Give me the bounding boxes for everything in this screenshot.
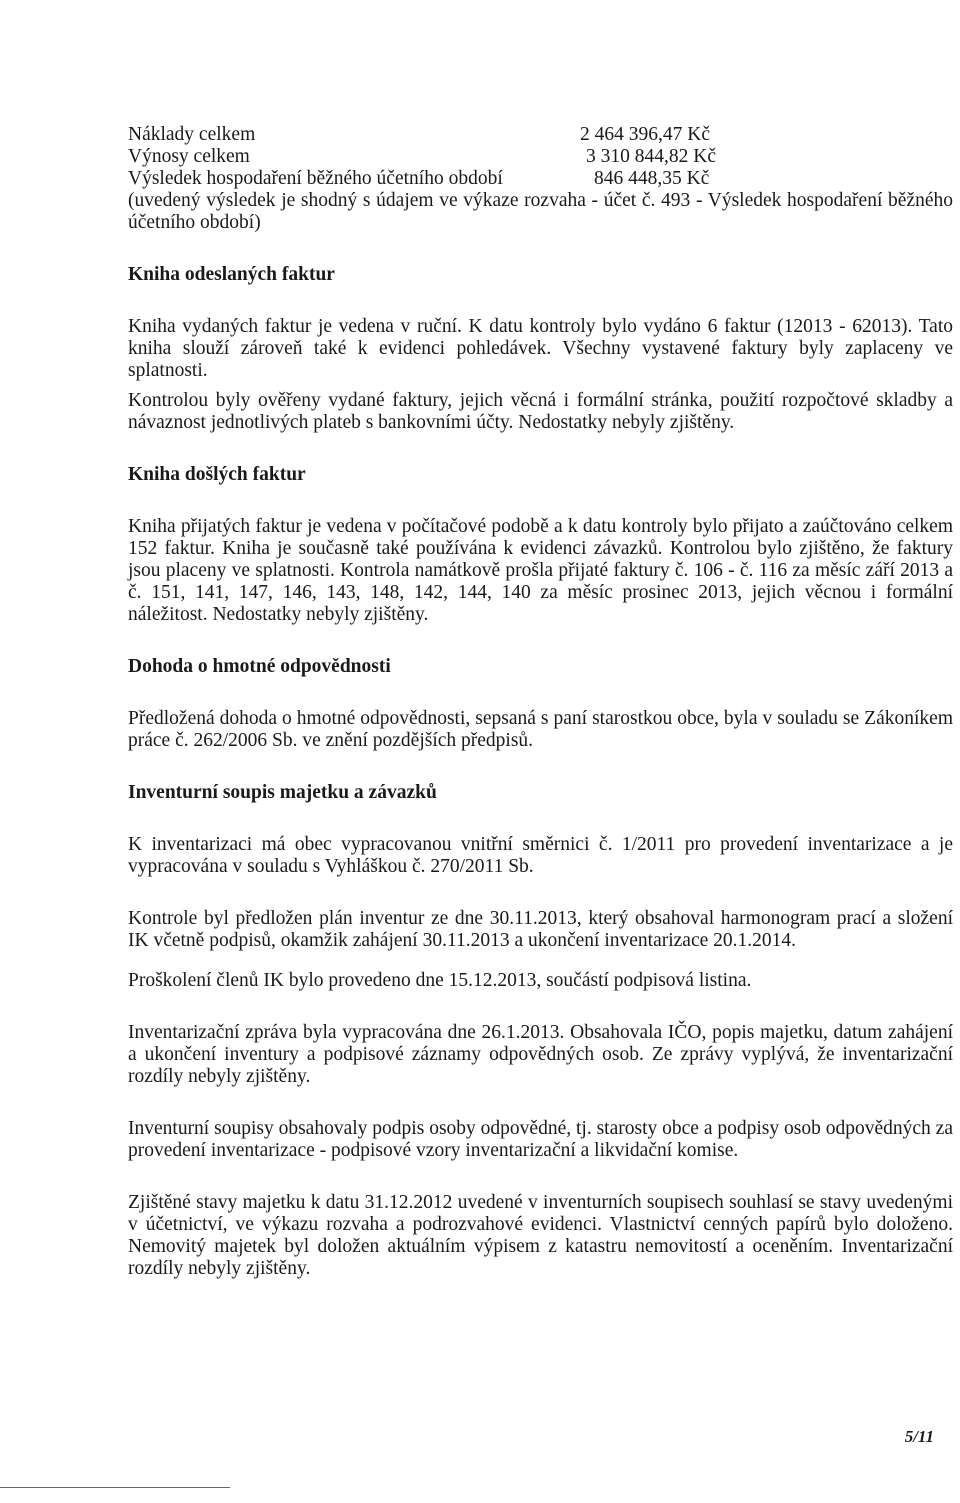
total-label: Náklady celkem <box>128 124 256 145</box>
total-value: 846 448,35 Kč <box>594 168 710 189</box>
result-note: (uvedený výsledek je shodný s údajem ve výkaze rozvaha - účet č. 493 - Výsledek hospodaření běžného účetního období) <box>128 190 953 233</box>
paragraph: Předložená dohoda o hmotné odpovědnosti, sepsaná s paní starostkou obce, byla v souladu se Zákoníkem práce č. 262/2006 Sb. ve znění pozdějších předpisů. <box>128 708 953 751</box>
financial-totals <box>128 124 953 190</box>
total-row-result <box>128 168 953 190</box>
section-heading-liability-agreement: Dohoda o hmotné odpovědnosti <box>128 656 391 677</box>
total-value: 2 464 396,47 Kč <box>580 124 710 145</box>
footer-divider <box>0 1487 230 1488</box>
paragraph: Kontrolou byly ověřeny vydané faktury, jejich věcná i formální stránka, použití rozpočtové skladby a návaznost jednotlivých plateb s bankovními účty. Nedostatky nebyly zjištěny. <box>128 390 953 433</box>
page-number: 5/11 <box>904 1427 934 1446</box>
total-value: 3 310 844,82 Kč <box>586 146 716 167</box>
section-heading-inventory: Inventurní soupis majetku a závazků <box>128 782 437 803</box>
paragraph: Kontrole byl předložen plán inventur ze dne 30.11.2013, který obsahoval harmonogram prací a složení IK včetně podpisů, okamžik zahájení 30.11.2013 a ukončení inventarizace 20.1.2014. <box>128 908 953 951</box>
total-label: Výsledek hospodaření běžného účetního období <box>128 168 503 189</box>
paragraph: Proškolení členů IK bylo provedeno dne 15.12.2013, součástí podpisová listina. <box>128 970 752 991</box>
page-content <box>128 124 953 1280</box>
total-row-costs <box>128 124 953 146</box>
paragraph: K inventarizaci má obec vypracovanou vnitřní směrnici č. 1/2011 pro provedení inventarizace a je vypracována v souladu s Vyhláškou č. 270/2011 Sb. <box>128 834 953 877</box>
section-heading-sent-invoices: Kniha odeslaných faktur <box>128 264 335 285</box>
section-heading-received-invoices: Kniha došlých faktur <box>128 464 306 485</box>
paragraph: Inventurní soupisy obsahovaly podpis osoby odpovědné, tj. starosty obce a podpisy osob odpovědných za provedení inventarizace - podpisové vzory inventarizační a likvidační komise. <box>128 1118 953 1161</box>
paragraph: Zjištěné stavy majetku k datu 31.12.2012 uvedené v inventurních soupisech souhlasí se stavy uvedenými v účetnictví, ve výkazu rozvaha a podrozvahové evidenci. Vlastnictví cenných papírů bylo doloženo. Nemovitý majetek byl doložen aktuálním výpisem z katastru nemovitostí a oceněním. Inventarizační rozdíly nebyly zjištěny. <box>128 1192 953 1279</box>
paragraph: Inventarizační zpráva byla vypracována dne 26.1.2013. Obsahovala IČO, popis majetku, datum zahájení a ukončení inventury a podpisové záznamy odpovědných osob. Ze zprávy vyplývá, že inventarizační rozdíly nebyly zjištěny. <box>128 1022 953 1087</box>
paragraph: Kniha vydaných faktur je vedena v ruční. K datu kontroly bylo vydáno 6 faktur (12013 - 62013). Tato kniha slouží zároveň také k evidenci pohledávek. Všechny vystavené faktury byly zaplaceny ve splatnosti. <box>128 316 953 381</box>
total-row-revenues <box>128 146 953 168</box>
total-label: Výnosy celkem <box>128 146 250 167</box>
paragraph: Kniha přijatých faktur je vedena v počítačové podobě a k datu kontroly bylo přijato a zaúčtováno celkem 152 faktur. Kniha je současně také používána k evidenci závazků. Kontrolou bylo zjištěno, že faktury jsou placeny ve splatnosti. Kontrola namátkově prošla přijaté faktury č. 106 - č. 116 za měsíc září 2013 a č. 151, 141, 147, 146, 143, 148, 142, 144, 140 za měsíc prosinec 2013, jejich věcnou i formální náležitost. Nedostatky nebyly zjištěny. <box>128 516 953 625</box>
